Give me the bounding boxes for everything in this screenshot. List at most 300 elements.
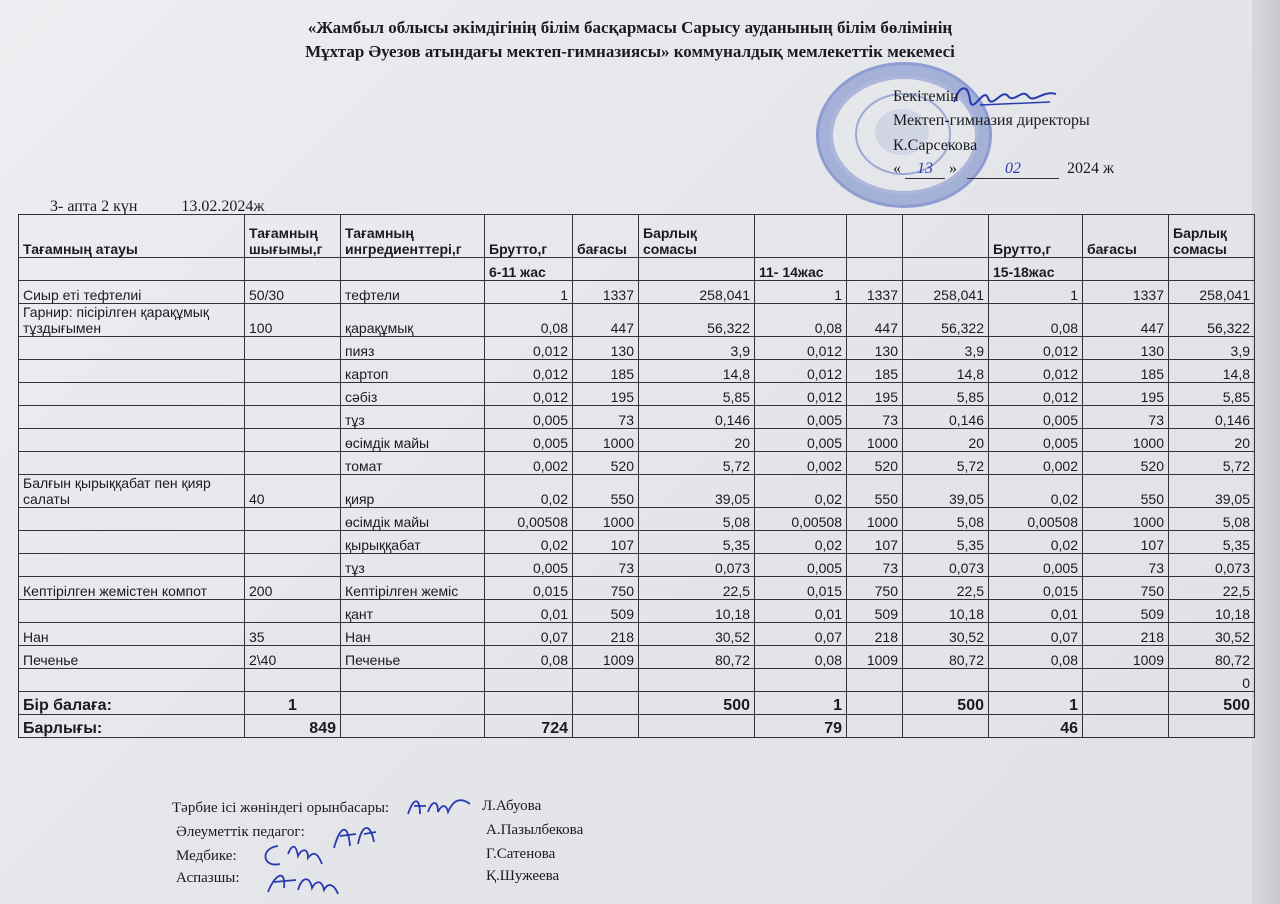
table-cell [485,692,573,715]
table-cell: 185 [847,360,903,383]
table-cell: 195 [847,383,903,406]
table-cell [245,508,341,531]
table-cell: 0,012 [485,337,573,360]
table-cell: 0,005 [485,554,573,577]
table-cell [639,258,755,281]
table-cell [19,258,245,281]
table-cell: 10,18 [639,600,755,623]
table-cell: 73 [1083,554,1169,577]
table-row [19,692,1255,715]
table-cell: 0,02 [755,531,847,554]
table-cell: 5,35 [903,531,989,554]
table-cell: 73 [573,554,639,577]
table-cell: 0,015 [755,577,847,600]
table-cell: 0,073 [639,554,755,577]
table-row [19,337,1255,360]
table-cell: 39,05 [1169,475,1255,508]
table-cell: 0,015 [989,577,1083,600]
approval-position: Мектеп-гимназия директоры [893,112,1090,129]
table-cell: 5,72 [1169,452,1255,475]
table-cell: 218 [573,623,639,646]
table-cell [245,429,341,452]
table-row [19,452,1255,475]
table-cell: 0,012 [755,383,847,406]
table-cell: 56,322 [1169,304,1255,337]
table-cell: қырыққабат [341,531,485,554]
table-cell: Гарнир: пісірілген қарақұмық тұздығымен [19,304,245,337]
table-cell [245,337,341,360]
table-cell [573,715,639,738]
table-cell: 130 [847,337,903,360]
signature-role: Медбике: [176,848,237,864]
table-cell [755,669,847,692]
table-cell: 5,08 [639,508,755,531]
table-cell [847,669,903,692]
table-cell: 5,72 [639,452,755,475]
table-cell: 130 [573,337,639,360]
table-cell: 80,72 [903,646,989,669]
table-cell: 39,05 [639,475,755,508]
date-close-quote: » [949,160,957,177]
table-cell: Балғын қырыққабат пен қияр салаты [19,475,245,508]
table-row [19,429,1255,452]
table-cell [245,258,341,281]
date-month: 02 [967,160,1059,179]
table-cell: 39,05 [903,475,989,508]
table-cell: Нан [19,623,245,646]
table-cell [847,692,903,715]
director-signature [950,80,1060,110]
table-cell: 0,012 [989,383,1083,406]
table-cell [245,600,341,623]
approval-date [893,160,1123,179]
table-cell [19,531,245,554]
table-cell: қарақұмық [341,304,485,337]
column-header: Тағамның ингредиенттері,г [341,215,485,258]
table-cell: 258,041 [639,281,755,304]
table-cell: 73 [847,406,903,429]
table-cell [847,258,903,281]
table-cell [19,360,245,383]
table-cell: 80,72 [1169,646,1255,669]
table-cell: Нан [341,623,485,646]
table-cell: 0,02 [755,475,847,508]
table-cell: 1000 [847,508,903,531]
org-title-line1: «Жамбыл облысы әкімдігінің білім басқармасы Сарысу ауданының білім бөлімінің [307,18,953,37]
table-cell [19,508,245,531]
table-cell: 0,073 [1169,554,1255,577]
table-cell [989,669,1083,692]
table-cell: 1 [245,692,341,715]
table-cell: 2\40 [245,646,341,669]
table-cell: 22,5 [1169,577,1255,600]
table-cell: 30,52 [903,623,989,646]
total-row [19,715,1255,738]
table-cell: 750 [847,577,903,600]
table-cell: 0,01 [755,600,847,623]
table-cell [341,715,485,738]
table-cell: 500 [639,692,755,715]
table-cell: 550 [573,475,639,508]
table-cell: 0,002 [755,452,847,475]
table-row [19,577,1255,600]
table-cell: 14,8 [639,360,755,383]
table-row [19,383,1255,406]
column-header: Барлық сомасы [1169,215,1255,258]
table-cell [19,669,245,692]
table-cell: қант [341,600,485,623]
age-group-row [19,258,1255,281]
table-cell: 1000 [1083,508,1169,531]
table-cell: Бір балаға: [19,692,245,715]
date-year: 2024 ж [1067,160,1115,177]
table-cell: 447 [573,304,639,337]
table-cell: 0,005 [755,406,847,429]
table-cell: 0,005 [989,406,1083,429]
table-cell: 73 [1083,406,1169,429]
table-cell: 0,005 [755,554,847,577]
table-cell: 1 [989,692,1083,715]
table-cell: 0,073 [903,554,989,577]
table-cell: 5,08 [1169,508,1255,531]
table-cell: 0 [1169,669,1255,692]
column-header: Барлық сомасы [639,215,755,258]
table-cell: 3,9 [903,337,989,360]
table-cell: 0,07 [485,623,573,646]
signature-shuzheeva [262,868,342,898]
table-cell: Кептірілген жеміс [341,577,485,600]
table-cell: 30,52 [1169,623,1255,646]
table-cell [903,258,989,281]
table-header-row [19,215,1255,258]
table-cell: 15-18жас [989,258,1083,281]
signature-role: Әлеуметтік педагог: [176,824,305,840]
date-day: 13 [905,160,945,179]
table-cell: 0,005 [485,429,573,452]
table-cell [19,406,245,429]
table-cell: 0,005 [989,554,1083,577]
table-cell: 750 [573,577,639,600]
table-row [19,360,1255,383]
table-cell: 107 [847,531,903,554]
table-cell: 0,00508 [755,508,847,531]
table-cell: 20 [903,429,989,452]
table-cell: 46 [989,715,1083,738]
table-cell: 20 [639,429,755,452]
table-cell: пияз [341,337,485,360]
table-cell: 0,08 [989,646,1083,669]
table-cell: 14,8 [903,360,989,383]
table-row [19,304,1255,337]
table-cell [245,554,341,577]
table-cell: 0,00508 [485,508,573,531]
table-cell [1169,258,1255,281]
table-cell: тұз [341,554,485,577]
table-cell: 130 [1083,337,1169,360]
table-cell: 0,012 [755,360,847,383]
table-cell: 1 [485,281,573,304]
table-cell: 1000 [573,508,639,531]
table-cell: 0,02 [485,475,573,508]
table-cell: 1000 [1083,429,1169,452]
table-cell [19,429,245,452]
column-header: Брутто,г [485,215,573,258]
table-cell: 22,5 [639,577,755,600]
table-row [19,554,1255,577]
table-cell: өсімдік майы [341,508,485,531]
table-cell [485,669,573,692]
table-cell: 5,35 [639,531,755,554]
table-cell: Кептірілген жемістен компот [19,577,245,600]
table-cell: 185 [573,360,639,383]
column-header: Тағамның атауы [19,215,245,258]
table-cell: 258,041 [903,281,989,304]
table-cell: Печенье [341,646,485,669]
table-cell: 0,012 [485,383,573,406]
table-cell: 3,9 [639,337,755,360]
table-cell: 0,08 [755,646,847,669]
table-cell: 0,012 [755,337,847,360]
approval-name: К.Сарсекова [893,137,978,154]
table-cell [19,452,245,475]
table-cell: 0,02 [989,475,1083,508]
table-cell [19,600,245,623]
table-cell: 0,002 [485,452,573,475]
table-cell: 0,146 [1169,406,1255,429]
table-cell: 218 [847,623,903,646]
table-row [19,669,1255,692]
signature-abuova [404,794,474,820]
table-cell: 0,146 [903,406,989,429]
table-cell: 0,01 [989,600,1083,623]
table-cell: 0,005 [755,429,847,452]
table-cell: 195 [573,383,639,406]
table-cell: 73 [573,406,639,429]
table-cell: 218 [1083,623,1169,646]
table-cell: 724 [485,715,573,738]
table-cell [1083,669,1169,692]
signature-role: Тәрбие ісі жөніндегі орынбасары: [172,800,390,816]
table-cell: картоп [341,360,485,383]
table-row [19,281,1255,304]
table-cell [19,337,245,360]
table-cell: 5,35 [1169,531,1255,554]
table-row [19,646,1255,669]
table-cell: 0,08 [485,646,573,669]
column-header: Тағамның шығымы,г [245,215,341,258]
table-cell: 195 [1083,383,1169,406]
table-cell: 509 [847,600,903,623]
table-cell: 509 [573,600,639,623]
table-cell: 10,18 [1169,600,1255,623]
table-cell [19,554,245,577]
table-cell [1083,258,1169,281]
table-cell: 0,146 [639,406,755,429]
table-cell [639,715,755,738]
table-cell: 107 [573,531,639,554]
table-cell [341,692,485,715]
table-row [19,508,1255,531]
table-cell: 1009 [573,646,639,669]
table-cell: 80,72 [639,646,755,669]
table-cell: тұз [341,406,485,429]
column-header [903,215,989,258]
paper-edge [1252,0,1280,904]
table-cell: 79 [755,715,847,738]
table-cell [341,669,485,692]
table-cell: 520 [573,452,639,475]
table-cell [245,452,341,475]
table-cell: 0,002 [989,452,1083,475]
table-cell: 50/30 [245,281,341,304]
date-open-quote: « [893,160,901,177]
table-cell [245,669,341,692]
table-cell [573,692,639,715]
table-cell: 550 [847,475,903,508]
table-cell [1083,715,1169,738]
table-cell: 100 [245,304,341,337]
signature-name: А.Пазылбекова [486,822,584,838]
table-row [19,600,1255,623]
table-cell: 35 [245,623,341,646]
table-cell: 0,07 [755,623,847,646]
table-cell: 0,08 [989,304,1083,337]
column-header: бағасы [573,215,639,258]
table-row [19,623,1255,646]
approval-label: Бекітемін [893,88,959,105]
signature-satenova [258,840,328,870]
table-cell: сәбіз [341,383,485,406]
table-cell: 1009 [847,646,903,669]
column-header: Брутто,г [989,215,1083,258]
table-row [19,406,1255,429]
table-cell: 0,07 [989,623,1083,646]
table-cell [245,383,341,406]
table-cell: 1 [989,281,1083,304]
table-cell: Печенье [19,646,245,669]
table-cell: 0,02 [989,531,1083,554]
table-cell: 40 [245,475,341,508]
table-cell: 0,00508 [989,508,1083,531]
table-cell: 200 [245,577,341,600]
table-cell [245,360,341,383]
table-cell: 0,012 [989,360,1083,383]
table-cell: Сиыр еті тефтелиі [19,281,245,304]
date-label: 13.02.2024ж [181,198,265,215]
table-cell: 6-11 жас [485,258,573,281]
signature-role: Аспазшы: [176,870,240,886]
table-cell: 73 [847,554,903,577]
table-cell [573,669,639,692]
table-cell: 0,08 [485,304,573,337]
table-cell: өсімдік майы [341,429,485,452]
table-cell: 1 [755,692,847,715]
table-cell [903,715,989,738]
table-cell: 0,02 [485,531,573,554]
table-cell: 1 [755,281,847,304]
table-cell: 1337 [847,281,903,304]
table-cell: 520 [847,452,903,475]
column-header: бағасы [1083,215,1169,258]
table-cell: 500 [903,692,989,715]
table-cell: 56,322 [903,304,989,337]
table-cell: 0,005 [989,429,1083,452]
table-cell [341,258,485,281]
signature-name: Қ.Шужеева [486,868,560,884]
table-cell [639,669,755,692]
signature-pazylbekova [330,818,380,852]
table-cell: 550 [1083,475,1169,508]
table-cell: 520 [1083,452,1169,475]
table-cell: Барлығы: [19,715,245,738]
signature-name: Г.Сатенова [486,846,556,862]
table-cell: 0,005 [485,406,573,429]
table-cell: 56,322 [639,304,755,337]
table-cell: 107 [1083,531,1169,554]
table-cell: 750 [1083,577,1169,600]
table-cell: 185 [1083,360,1169,383]
table-row [19,531,1255,554]
table-cell [19,383,245,406]
table-cell: 1337 [1083,281,1169,304]
table-row [19,475,1255,508]
table-cell [245,531,341,554]
table-cell: 11- 14жас [755,258,847,281]
table-cell: 447 [847,304,903,337]
table-cell: 1000 [573,429,639,452]
table-cell: 849 [245,715,341,738]
table-cell: 0,01 [485,600,573,623]
table-cell [1083,692,1169,715]
column-header [847,215,903,258]
table-cell: 3,9 [1169,337,1255,360]
table-cell: 509 [1083,600,1169,623]
menu-table [18,214,1255,738]
signature-name: Л.Абуова [482,798,542,814]
table-cell: томат [341,452,485,475]
table-cell: 5,08 [903,508,989,531]
table-cell: 20 [1169,429,1255,452]
table-cell: 447 [1083,304,1169,337]
table-cell: 22,5 [903,577,989,600]
table-cell: 5,72 [903,452,989,475]
table-cell: 10,18 [903,600,989,623]
table-cell: 1000 [847,429,903,452]
table-cell: 0,012 [485,360,573,383]
table-cell [847,715,903,738]
column-header [755,215,847,258]
table-cell: 0,015 [485,577,573,600]
table-cell [573,258,639,281]
table-cell: 30,52 [639,623,755,646]
week-label: 3- апта 2 күн [50,198,138,215]
table-cell: 1009 [1083,646,1169,669]
table-cell: 1337 [573,281,639,304]
table-cell: 5,85 [903,383,989,406]
table-cell [903,669,989,692]
table-cell: 14,8 [1169,360,1255,383]
org-title-line2: Мұхтар Әуезов атындағы мектеп-гимназиясы» коммуналдық мемлекеттік мекемесі [305,42,955,61]
table-cell [1169,715,1255,738]
table-cell: 5,85 [639,383,755,406]
table-cell: тефтели [341,281,485,304]
table-cell: 5,85 [1169,383,1255,406]
table-cell: 258,041 [1169,281,1255,304]
table-cell: 0,08 [755,304,847,337]
table-cell: 0,012 [989,337,1083,360]
table-cell: 500 [1169,692,1255,715]
table-cell: қияр [341,475,485,508]
